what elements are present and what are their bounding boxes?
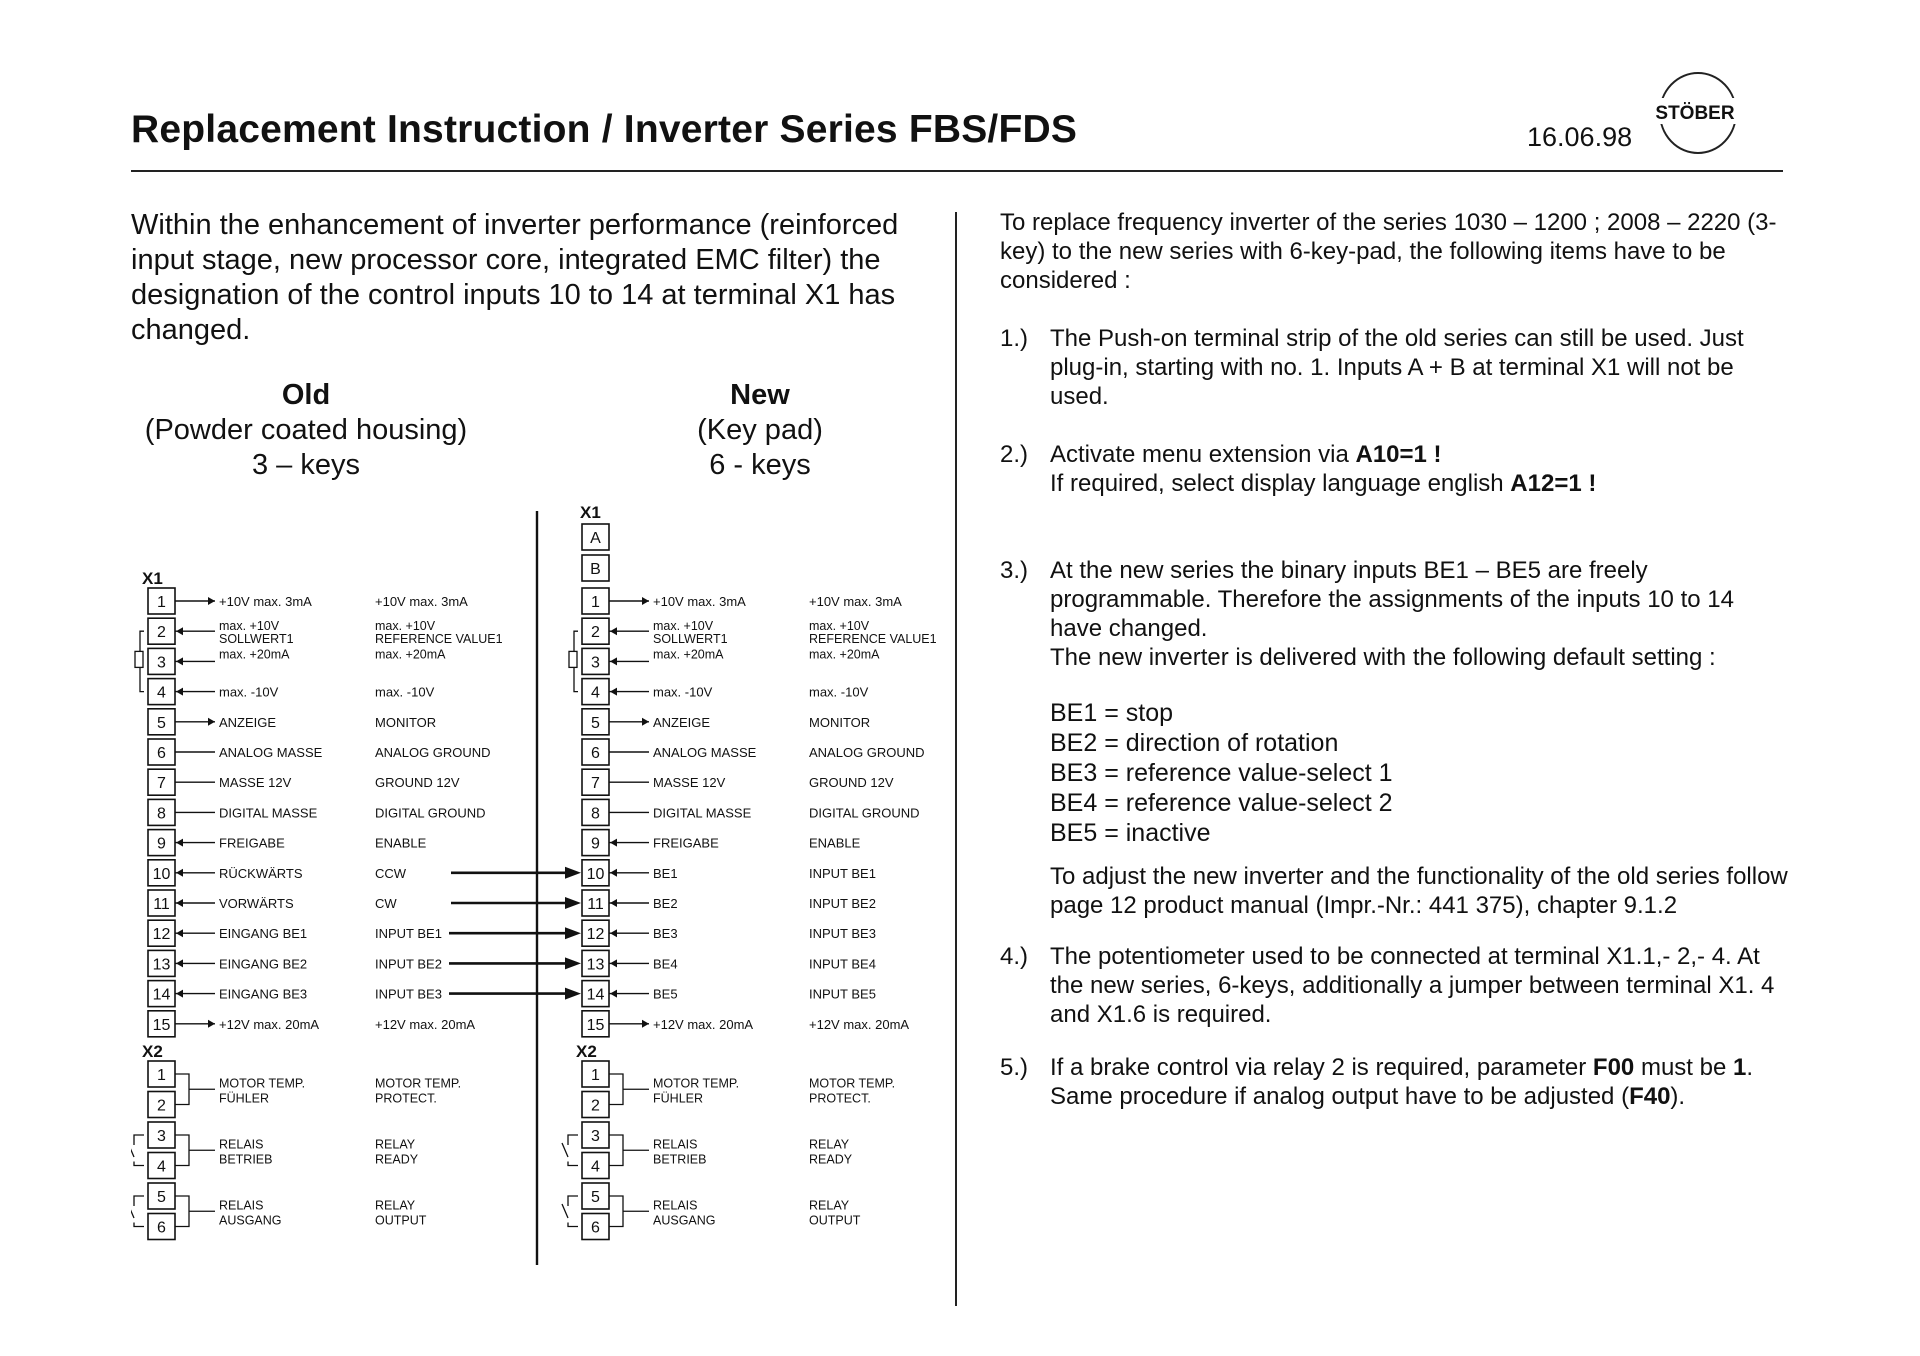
x2-terminal-number: 4 [591,1158,600,1176]
x2-terminal-number: 3 [591,1128,600,1145]
x2-label-german: BETRIEB [653,1152,707,1167]
reference-label: REFERENCE VALUE1 [809,632,937,647]
new-line2: 6 - keys [709,449,811,481]
terminal-label-german: EINGANG BE1 [219,926,308,942]
x2-terminal-number: 3 [157,1128,166,1145]
instruction-item-2 [1000,440,1790,498]
terminal-letter: B [590,561,601,578]
terminal-label-english: max. +10V [809,619,870,634]
terminal-number: 1 [591,594,600,611]
terminal-number: 4 [157,684,166,702]
terminal-number: 5 [591,714,600,732]
x2-terminal-number: 4 [157,1158,166,1176]
instructions-intro: To replace frequency inverter of the series 1030 – 1200 ; 2008 – 2220 (3-key) to the new series with 6-key-pad, the following items have to be considered : [1000,209,1777,294]
x2-label-english: PROTECT. [375,1091,437,1106]
terminal-number: 3 [157,654,166,672]
terminal-label-german: FREIGABE [653,835,719,851]
terminal-label-english: INPUT BE2 [809,896,876,911]
input-arrow-icon [610,657,617,665]
terminal-label-german: ANALOG MASSE [653,745,757,760]
x2-terminal-number: 6 [157,1219,166,1237]
x2-label-german: RELAIS [219,1198,264,1213]
x2-terminal-number: 1 [157,1067,166,1084]
item-text: At the new series the binary inputs BE1 – BE5 are freely programmable. Therefore the assignments of the inputs 10 to 14 have changed. [1050,557,1734,642]
default-be1: BE1 = stop [1050,699,1173,727]
terminal-number: 3 [591,654,600,672]
terminal-number: 13 [586,956,605,974]
terminal-number: 6 [157,745,166,762]
terminal-label-german: MASSE 12V [219,775,292,791]
output-arrow-icon [208,597,215,605]
x2-label-german: RELAIS [653,1198,698,1213]
x2-terminal-number: 5 [591,1189,600,1206]
input-arrow-icon [610,990,617,998]
item-text: Activate menu extension via [1050,441,1356,468]
reference-label: REFERENCE VALUE1 [375,632,503,647]
terminal-number: 2 [591,624,600,642]
terminal-number: 15 [586,1016,605,1034]
old-heading [131,378,481,483]
x2-terminal-number: 6 [591,1219,600,1237]
terminal-number: 9 [591,835,600,853]
mapping-arrow-icon [565,957,581,969]
x2-label: X2 [576,1042,597,1061]
document-date: 16.06.98 [1527,122,1633,152]
instructions [1000,208,1790,1111]
terminal-label-english: ENABLE [375,835,427,851]
input-arrow-icon [610,959,617,967]
instruction-item-5 [1000,1053,1790,1111]
x2-terminal-number: 1 [591,1067,600,1084]
input-arrow-icon [610,688,617,696]
terminal-label-german: +12V max. 20mA [653,1016,754,1032]
header-rule [131,170,1783,172]
terminal-label-english: INPUT BE5 [809,986,876,1002]
terminal-label-german: DIGITAL MASSE [653,805,752,821]
terminal-label-german: EINGANG BE2 [219,956,308,972]
terminal-number: 7 [157,775,166,793]
output-arrow-icon [642,597,649,605]
page-title: Replacement Instruction / Inverter Series FBS/FDS [131,108,1078,151]
x2-lead [609,1074,623,1105]
output-arrow-icon [208,1020,215,1028]
x2-label-german: RELAIS [653,1137,698,1152]
item-text-2: If required, select display language english [1050,470,1511,497]
x2-label-german: RELAIS [219,1137,264,1152]
default-be5: BE5 = inactive [1050,819,1211,847]
output-arrow-icon [642,1020,649,1028]
mapping-arrow-icon [565,867,581,879]
terminal-label-german: ANALOG MASSE [219,745,323,760]
x2-label: X2 [142,1042,163,1061]
terminal-label-english: max. -10V [375,684,435,700]
terminal-label-german: DIGITAL MASSE [219,805,318,821]
x2-label-german: MOTOR TEMP. [219,1076,306,1091]
terminal-label-german: BE4 [653,956,678,972]
param-f00: F00 [1592,1054,1635,1081]
input-arrow-icon [610,839,617,847]
terminal-label-english: CW [375,896,397,911]
terminal-number: 14 [152,986,171,1004]
item-number: 4.) [1000,943,1029,970]
terminal-number: 12 [586,926,605,944]
x1-label-old: X1 [142,569,163,588]
x2-label-english: OUTPUT [809,1213,861,1228]
input-arrow-icon [610,899,617,907]
potentiometer-icon [135,651,143,667]
terminal-label-english: GROUND 12V [375,775,460,791]
terminal-label-german: +10V max. 3mA [653,594,746,609]
terminal-label-english: ENABLE [809,835,861,851]
item-number: 2.) [1000,441,1029,468]
input-arrow-icon [176,688,183,696]
terminal-number: 14 [586,986,605,1004]
terminal-label-german: +10V max. 3mA [219,594,312,609]
new-title: New [730,379,790,411]
x2-label-english: OUTPUT [375,1213,427,1228]
terminal-label-german: BE5 [653,986,678,1002]
x2-label-german: BETRIEB [219,1152,273,1167]
terminal-label-english: max. +20mA [809,647,880,662]
x2-terminal-number: 2 [157,1097,166,1115]
column-divider [955,212,957,1306]
item-text-2: The new inverter is delivered with the following default setting : [1050,644,1716,671]
input-arrow-icon [176,959,183,967]
input-arrow-icon [610,627,617,635]
terminal-label-german: EINGANG BE3 [219,986,308,1002]
terminal-label-english: +12V max. 20mA [809,1016,910,1032]
x2-label-german: FÜHLER [219,1091,270,1106]
terminal-label-english: INPUT BE1 [375,926,442,942]
terminal-label-german: max. +10V [653,619,714,634]
old-line2: 3 – keys [252,449,360,481]
mapping-arrow-icon [565,988,581,1000]
terminal-label-german: +12V max. 20mA [219,1016,320,1032]
input-arrow-icon [176,990,183,998]
terminal-label-english: ANALOG GROUND [809,745,925,760]
x2-terminal-number: 5 [157,1189,166,1206]
terminal-number: 11 [153,896,170,913]
item-text-2: must be [1634,1054,1733,1081]
terminal-label-german: max. -10V [219,684,279,700]
x2-label-english: RELAY [809,1198,850,1213]
terminal-number: 11 [587,896,604,913]
x2-label-english: READY [375,1152,419,1167]
terminal-label-english: INPUT BE1 [809,865,876,881]
item-text-3: To adjust the new inverter and the functionality of the old series follow page 12 product manual (Impr.-Nr.: 441 375), chapter 9.1.2 [1050,863,1788,919]
terminal-label-english: INPUT BE3 [375,986,442,1002]
item-number: 5.) [1000,1054,1029,1081]
x2-label-english: RELAY [809,1137,850,1152]
instruction-item-4 [1000,942,1790,1029]
relay-contact-icon [131,1196,144,1227]
terminal-label-english: INPUT BE3 [809,926,876,942]
input-arrow-icon [176,627,183,635]
terminal-number: 8 [157,805,166,823]
x2-terminal-number: 2 [591,1097,600,1115]
item-number: 1.) [1000,325,1029,352]
item-text: If a brake control via relay 2 is required, parameter [1050,1054,1593,1081]
mapping-arrow-icon [565,897,581,909]
terminal-label-german: ANZEIGE [219,714,277,730]
input-arrow-icon [176,657,183,665]
logo-text: STÖBER [1655,103,1735,124]
x2-label-english: MOTOR TEMP. [809,1076,896,1091]
instruction-item-1 [1000,324,1790,411]
terminal-number: 10 [152,865,171,883]
new-line1: (Key pad) [697,414,823,446]
x2-label-english: RELAY [375,1198,416,1213]
item-text: The potentiometer used to be connected at terminal X1.1,- 2,- 4. At the new series, 6-keys, additionally a jumper between terminal X1. 4 and X1.6 is required. [1050,943,1775,1028]
item-text-3: . Same procedure if analog output have to be adjusted ( [1050,1054,1754,1110]
x2-lead [175,1074,189,1105]
terminal-label-english: +12V max. 20mA [375,1016,476,1032]
x2-label-german: AUSGANG [653,1213,716,1228]
terminal-label-english: max. -10V [809,684,869,700]
default-settings [1050,698,1790,848]
x2-label-english: PROTECT. [809,1091,871,1106]
terminal-label-german: max. +10V [219,619,280,634]
terminal-number: 5 [157,714,166,732]
x2-lead [609,1135,623,1166]
terminal-number: 7 [591,775,600,793]
x2-lead [609,1196,623,1227]
terminal-label-german: max. +20mA [219,647,290,662]
param-a10: A10=1 ! [1355,441,1442,468]
instruction-item-3 [1000,556,1790,920]
default-be2: BE2 = direction of rotation [1050,729,1339,757]
terminal-label-english: MONITOR [375,714,437,730]
mapping-arrow-icon [565,927,581,939]
terminal-label-german: ANZEIGE [653,714,711,730]
x2-label-english: RELAY [375,1137,416,1152]
terminal-label-german: BE1 [653,865,678,881]
terminal-diagram [131,505,951,1285]
input-arrow-icon [610,869,617,877]
x2-label-german: MOTOR TEMP. [653,1076,740,1091]
old-line1: (Powder coated housing) [144,414,468,446]
input-arrow-icon [176,929,183,937]
param-a12: A12=1 ! [1510,470,1597,497]
terminal-label-german: RÜCKWÄRTS [219,865,303,881]
terminal-label-english: INPUT BE2 [375,956,442,972]
relay-contact-icon [131,1135,144,1166]
x2-label-german: AUSGANG [219,1213,282,1228]
input-arrow-icon [176,899,183,907]
terminal-number: 12 [152,926,171,944]
terminal-label-german: max. +20mA [653,647,724,662]
terminal-label-german: FREIGABE [219,835,285,851]
terminal-label-german: BE2 [653,896,678,911]
x1-label-new: X1 [580,505,601,522]
terminal-number: 15 [152,1016,171,1034]
old-title: Old [281,379,331,411]
param-value: 1 [1733,1054,1747,1081]
relay-contact-icon [562,1196,578,1227]
terminal-number: 8 [591,805,600,823]
default-be4: BE4 = reference value-select 2 [1050,789,1393,817]
sollwert-label: SOLLWERT1 [653,632,728,647]
x2-label-english: MOTOR TEMP. [375,1076,462,1091]
item-text-4: ). [1670,1083,1686,1110]
terminal-label-english: ANALOG GROUND [375,745,491,760]
terminal-label-english: +10V max. 3mA [375,594,468,609]
terminal-number: 4 [591,684,600,702]
output-arrow-icon [208,718,215,726]
terminal-number: 1 [157,594,166,611]
input-arrow-icon [610,929,617,937]
terminal-label-german: BE3 [653,926,678,942]
terminal-label-english: MONITOR [809,714,871,730]
x2-label-english: READY [809,1152,853,1167]
input-arrow-icon [176,869,183,877]
terminal-number: 9 [157,835,166,853]
item-text: The Push-on terminal strip of the old series can still be used. Just plug-in, starting with no. 1. Inputs A + B at terminal X1 will not be used. [1050,325,1744,410]
terminal-label-english: DIGITAL GROUND [809,805,920,821]
terminal-label-english: INPUT BE4 [809,956,876,972]
terminal-label-english: +10V max. 3mA [809,594,902,609]
x2-lead [175,1135,189,1166]
default-be3: BE3 = reference value-select 1 [1050,759,1393,787]
terminal-label-german: VORWÄRTS [219,896,294,911]
terminal-number: 10 [586,865,605,883]
potentiometer-icon [569,651,577,667]
terminal-number: 6 [591,745,600,762]
terminal-label-english: max. +20mA [375,647,446,662]
new-heading [650,378,870,483]
terminal-label-english: DIGITAL GROUND [375,805,486,821]
x2-label-german: FÜHLER [653,1091,704,1106]
terminal-label-english: CCW [375,865,407,881]
terminal-number: 2 [157,624,166,642]
terminal-letter: A [590,530,601,547]
x2-lead [175,1196,189,1227]
terminal-number: 13 [152,956,171,974]
terminal-label-english: max. +10V [375,619,436,634]
terminal-label-german: max. -10V [653,684,713,700]
output-arrow-icon [642,718,649,726]
item-number: 3.) [1000,557,1029,584]
stober-logo [1648,68,1744,158]
relay-contact-icon [562,1135,578,1166]
terminal-label-german: MASSE 12V [653,775,726,791]
sollwert-label: SOLLWERT1 [219,632,294,647]
input-arrow-icon [176,839,183,847]
intro-text: Within the enhancement of inverter performance (reinforced input stage, new processor core, integrated EMC filter) the designation of the control inputs 10 to 14 at terminal X1 has changed. [131,209,899,346]
terminal-label-english: GROUND 12V [809,775,894,791]
param-f40: F40 [1629,1083,1671,1110]
